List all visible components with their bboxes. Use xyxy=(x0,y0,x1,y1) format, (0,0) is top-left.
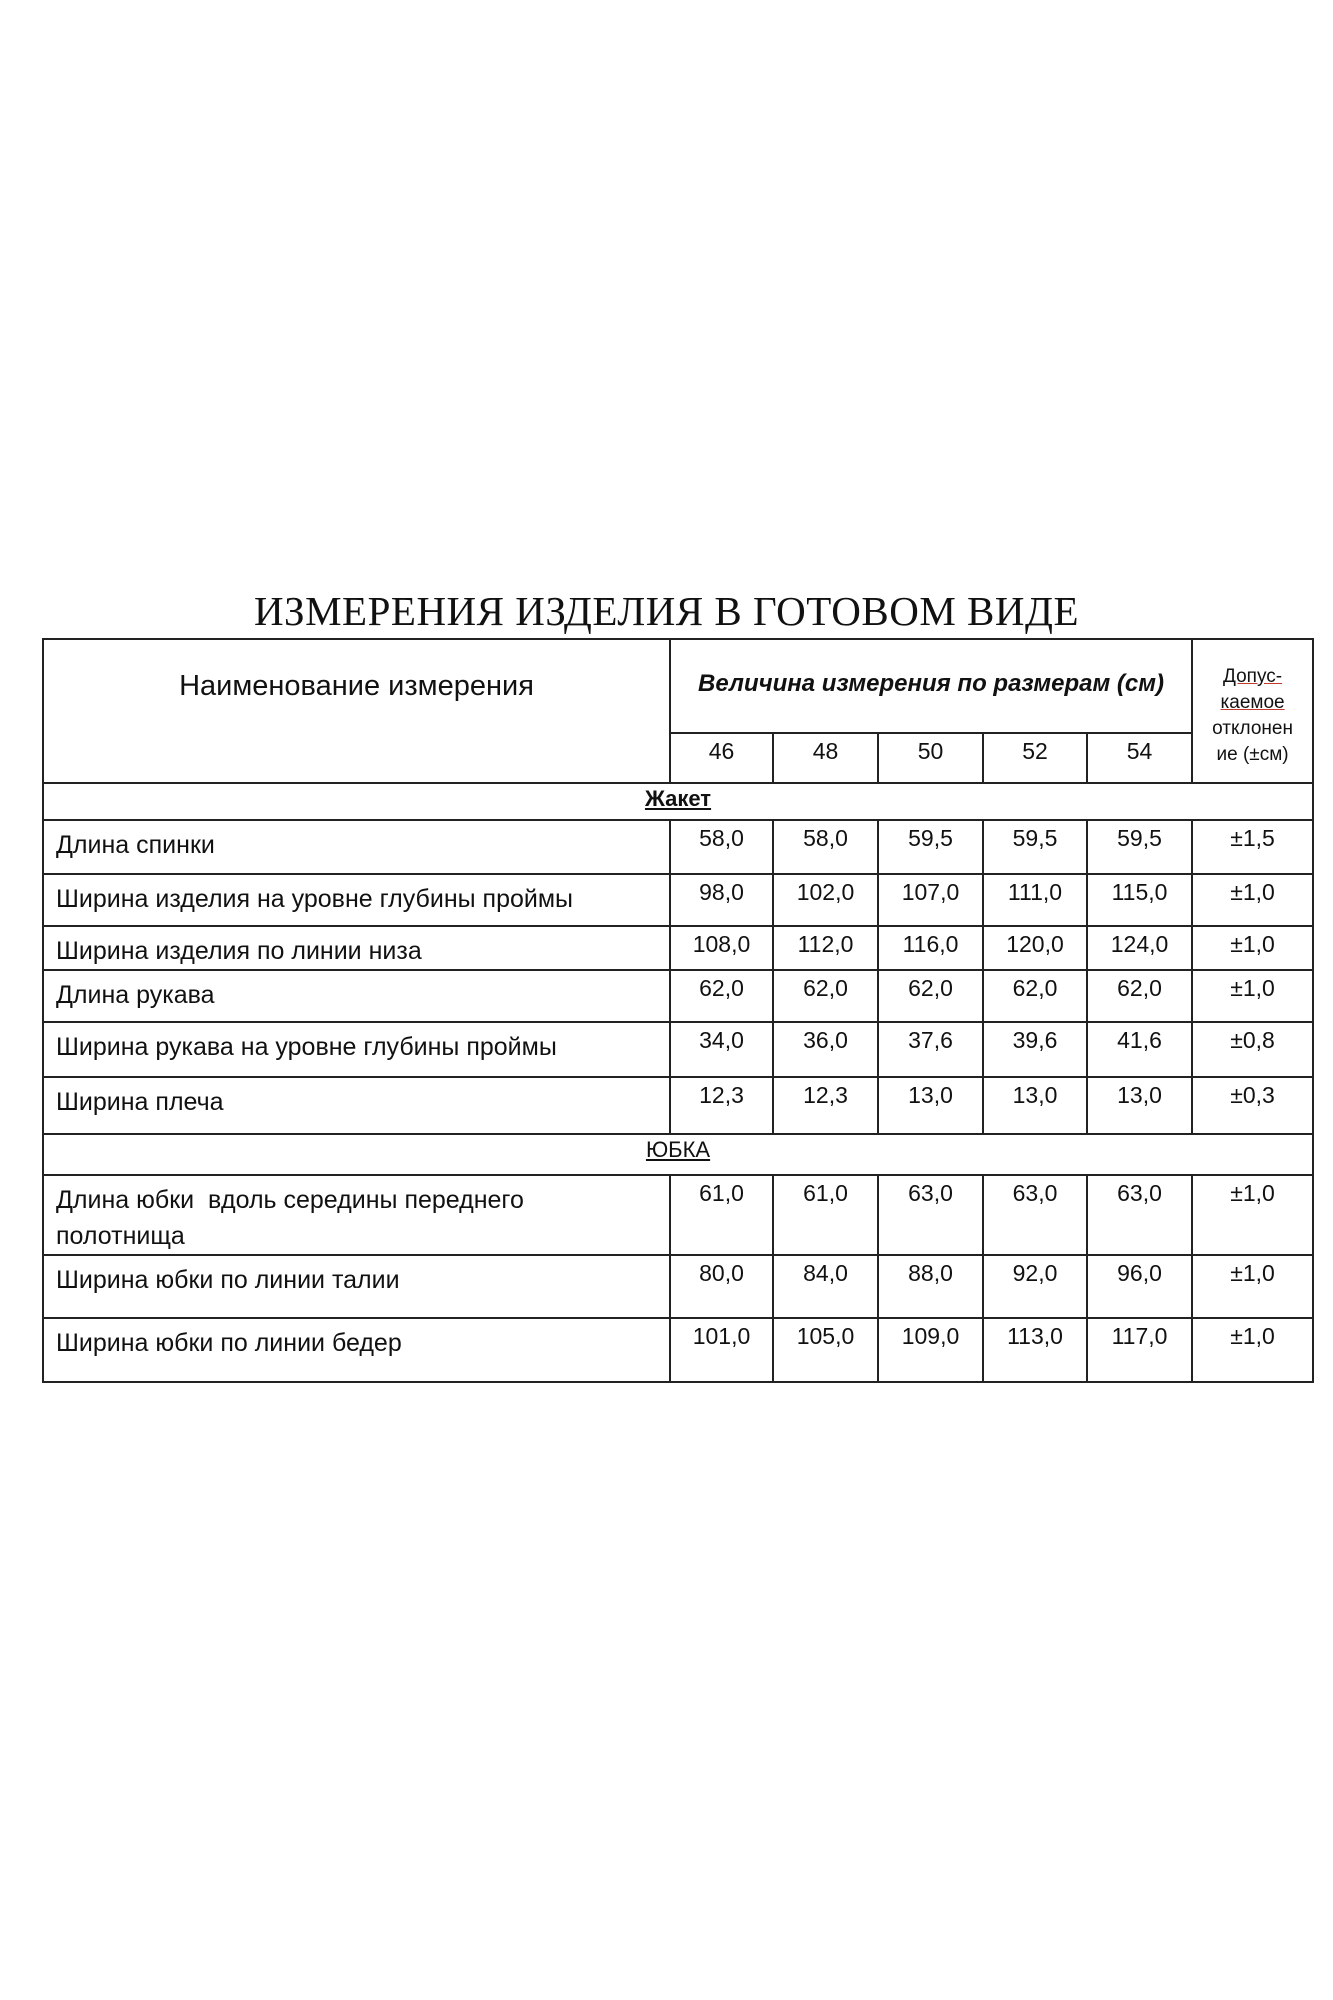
value-cell: 109,0 xyxy=(878,1318,983,1382)
value-cell: 12,3 xyxy=(670,1077,773,1134)
value-cell: 13,0 xyxy=(983,1077,1087,1134)
value-cell: 107,0 xyxy=(878,874,983,926)
size-header-48: 48 xyxy=(773,733,878,783)
measurement-name: Длина спинки xyxy=(43,820,670,874)
measurement-name: Ширина юбки по линии бедер xyxy=(43,1318,670,1382)
tolerance-cell: ±1,0 xyxy=(1192,970,1313,1022)
header-measurement-name: Наименование измерения xyxy=(43,639,670,783)
measurement-name: Ширина юбки по линии талии xyxy=(43,1255,670,1318)
tolerance-cell: ±0,8 xyxy=(1192,1022,1313,1077)
header-tolerance xyxy=(1192,639,1313,783)
value-cell: 36,0 xyxy=(773,1022,878,1077)
tolerance-cell: ±1,0 xyxy=(1192,1255,1313,1318)
value-cell: 34,0 xyxy=(670,1022,773,1077)
tolerance-line-1: Допус- xyxy=(1223,666,1283,687)
value-cell: 41,6 xyxy=(1087,1022,1192,1077)
section-label: ЮБКА xyxy=(645,1137,711,1162)
value-cell: 101,0 xyxy=(670,1318,773,1382)
measurement-name: Ширина рукава на уровне глубины проймы xyxy=(43,1022,670,1077)
value-cell: 62,0 xyxy=(983,970,1087,1022)
value-cell: 113,0 xyxy=(983,1318,1087,1382)
size-header-54: 54 xyxy=(1087,733,1192,783)
table-row xyxy=(43,820,1313,874)
value-cell: 116,0 xyxy=(878,926,983,970)
table-row xyxy=(43,874,1313,926)
table-row xyxy=(43,970,1313,1022)
value-cell: 92,0 xyxy=(983,1255,1087,1318)
value-cell: 13,0 xyxy=(878,1077,983,1134)
value-cell: 96,0 xyxy=(1087,1255,1192,1318)
table-row xyxy=(43,1255,1313,1318)
measurement-name: Ширина изделия по линии низа xyxy=(43,926,670,970)
value-cell: 111,0 xyxy=(983,874,1087,926)
measurement-name: Длина рукава xyxy=(43,970,670,1022)
table-row xyxy=(43,926,1313,970)
value-cell: 37,6 xyxy=(878,1022,983,1077)
tolerance-cell: ±1,0 xyxy=(1192,926,1313,970)
value-cell: 58,0 xyxy=(670,820,773,874)
measurement-table xyxy=(42,638,1314,1383)
value-cell: 62,0 xyxy=(670,970,773,1022)
tolerance-line-3: отклонен xyxy=(1212,718,1293,739)
size-header-52: 52 xyxy=(983,733,1087,783)
value-cell: 62,0 xyxy=(1087,970,1192,1022)
value-cell: 39,6 xyxy=(983,1022,1087,1077)
table-row xyxy=(43,1022,1313,1077)
measurement-name: Ширина изделия на уровне глубины проймы xyxy=(43,874,670,926)
value-cell: 124,0 xyxy=(1087,926,1192,970)
value-cell: 62,0 xyxy=(878,970,983,1022)
value-cell: 63,0 xyxy=(983,1175,1087,1255)
measurement-name: Длина юбки вдоль середины переднего полотнища xyxy=(43,1175,670,1255)
value-cell: 61,0 xyxy=(670,1175,773,1255)
header-size-values: Величина измерения по размерам (см) xyxy=(670,639,1192,733)
value-cell: 102,0 xyxy=(773,874,878,926)
table-row xyxy=(43,1318,1313,1382)
value-cell: 88,0 xyxy=(878,1255,983,1318)
tolerance-cell: ±1,0 xyxy=(1192,1318,1313,1382)
value-cell: 108,0 xyxy=(670,926,773,970)
tolerance-cell: ±1,0 xyxy=(1192,1175,1313,1255)
value-cell: 59,5 xyxy=(983,820,1087,874)
tolerance-cell: ±1,5 xyxy=(1192,820,1313,874)
tolerance-line-2: каемое xyxy=(1220,692,1285,713)
section-skirt xyxy=(43,1134,1313,1175)
value-cell: 84,0 xyxy=(773,1255,878,1318)
value-cell: 98,0 xyxy=(670,874,773,926)
document-title: ИЗМЕРЕНИЯ ИЗДЕЛИЯ В ГОТОВОМ ВИДЕ xyxy=(253,588,1080,634)
section-label: Жакет xyxy=(644,786,712,811)
value-cell: 59,5 xyxy=(878,820,983,874)
value-cell: 112,0 xyxy=(773,926,878,970)
value-cell: 13,0 xyxy=(1087,1077,1192,1134)
table-row xyxy=(43,1077,1313,1134)
size-header-50: 50 xyxy=(878,733,983,783)
section-jacket xyxy=(43,783,1313,820)
value-cell: 80,0 xyxy=(670,1255,773,1318)
measurement-name: Ширина плеча xyxy=(43,1077,670,1134)
value-cell: 61,0 xyxy=(773,1175,878,1255)
tolerance-line-4: ие (±см) xyxy=(1216,744,1289,765)
tolerance-cell: ±1,0 xyxy=(1192,874,1313,926)
value-cell: 62,0 xyxy=(773,970,878,1022)
value-cell: 12,3 xyxy=(773,1077,878,1134)
value-cell: 105,0 xyxy=(773,1318,878,1382)
table-row xyxy=(43,1175,1313,1255)
value-cell: 63,0 xyxy=(1087,1175,1192,1255)
value-cell: 117,0 xyxy=(1087,1318,1192,1382)
tolerance-cell: ±0,3 xyxy=(1192,1077,1313,1134)
value-cell: 115,0 xyxy=(1087,874,1192,926)
value-cell: 63,0 xyxy=(878,1175,983,1255)
value-cell: 120,0 xyxy=(983,926,1087,970)
value-cell: 58,0 xyxy=(773,820,878,874)
value-cell: 59,5 xyxy=(1087,820,1192,874)
size-header-46: 46 xyxy=(670,733,773,783)
